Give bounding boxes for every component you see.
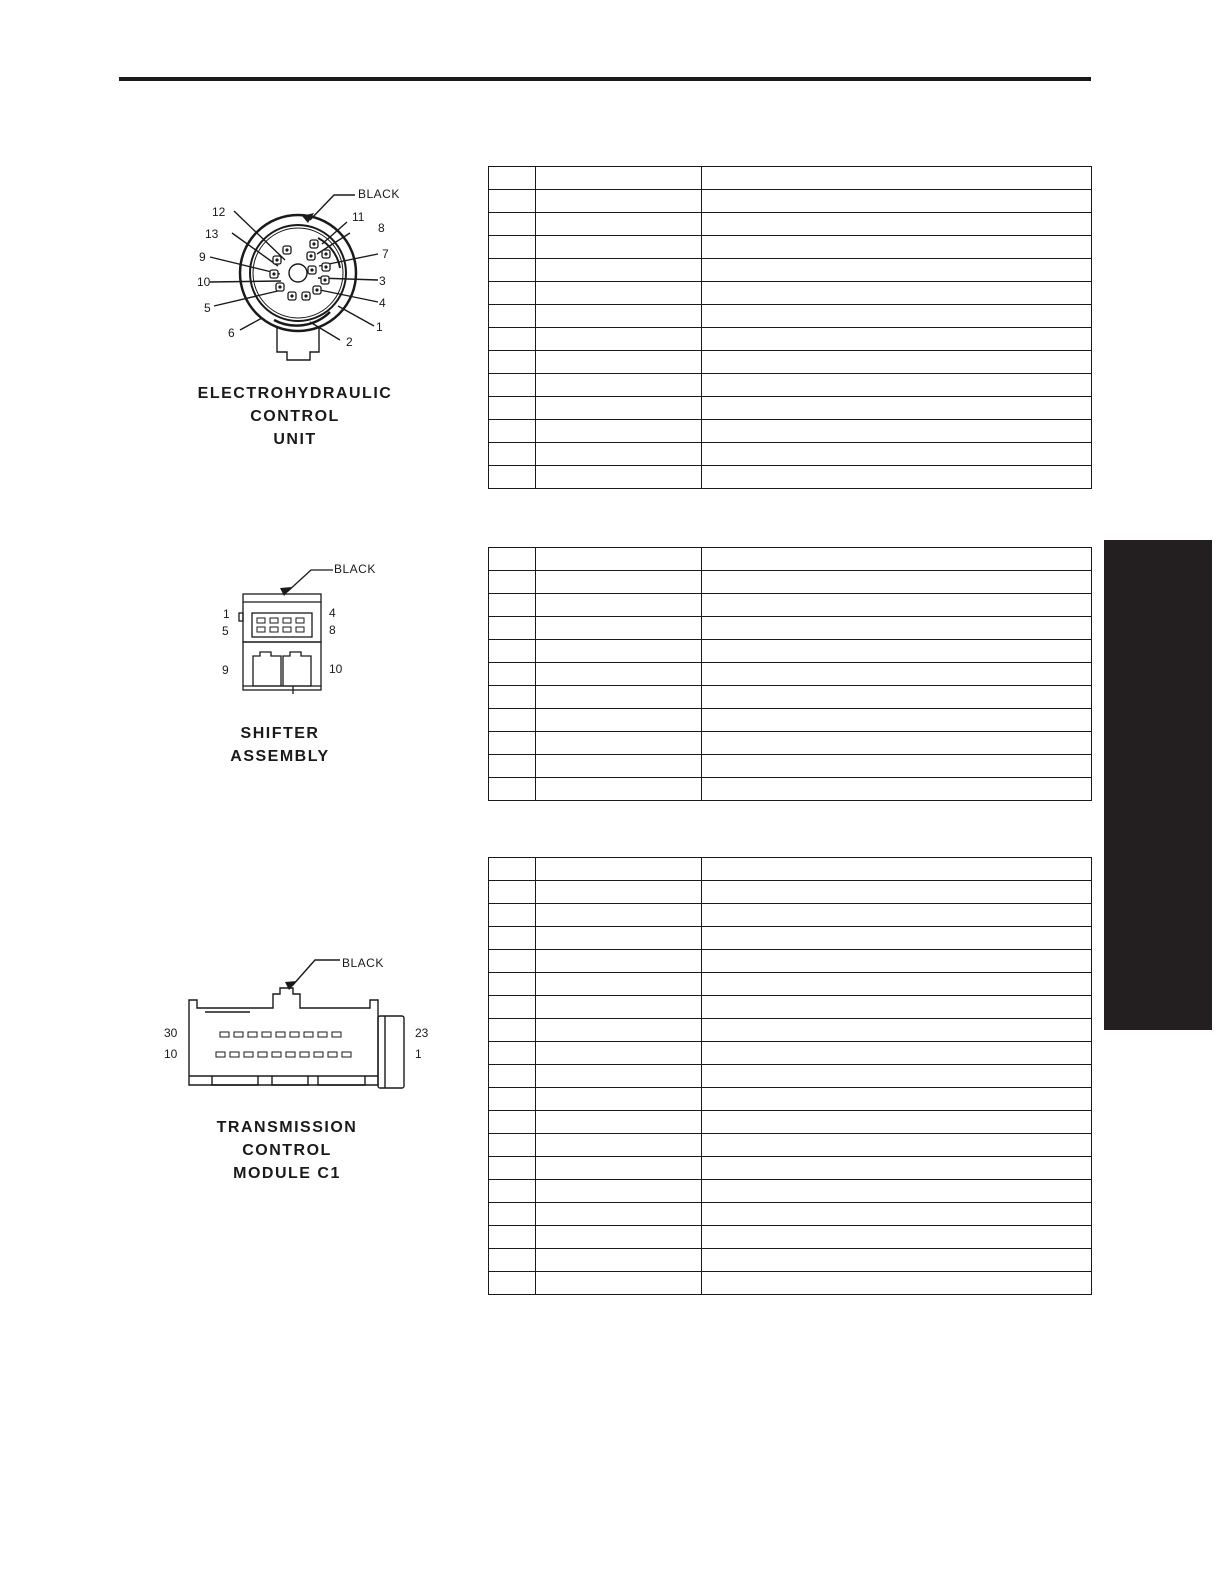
circuit-cell [536, 663, 702, 686]
function-cell [702, 950, 1092, 973]
cavity-cell [489, 548, 536, 571]
table-row [489, 466, 1092, 489]
circuit-cell [536, 1134, 702, 1157]
cavity-cell [489, 259, 536, 282]
function-cell [702, 1226, 1092, 1249]
shifter-connector-title: SHIFTER ASSEMBLY [230, 725, 330, 765]
cavity-cell [489, 1065, 536, 1088]
table-row [489, 443, 1092, 466]
table-row [489, 950, 1092, 973]
circuit-cell [536, 397, 702, 420]
cavity-cell [489, 397, 536, 420]
circuit-cell [536, 282, 702, 305]
cavity-cell [489, 1226, 536, 1249]
circuit-cell [536, 1157, 702, 1180]
cavity-cell [489, 1203, 536, 1226]
pin-label: 8 [329, 623, 336, 637]
pin-label: 10 [197, 275, 211, 289]
function-cell [702, 236, 1092, 259]
pin-label: 7 [382, 247, 389, 261]
cavity-cell [489, 973, 536, 996]
table-row [489, 351, 1092, 374]
cavity-cell [489, 881, 536, 904]
circuit-cell [536, 236, 702, 259]
pin-label: 11 [352, 210, 365, 224]
circuit-cell [536, 328, 702, 351]
circuit-cell [536, 686, 702, 709]
pin-label: 6 [228, 326, 235, 340]
table-row [489, 1180, 1092, 1203]
table-row [489, 973, 1092, 996]
function-cell [702, 328, 1092, 351]
table-row [489, 663, 1092, 686]
cavity-cell [489, 1042, 536, 1065]
shifter-pinout-table [488, 547, 1092, 801]
cavity-cell [489, 858, 536, 881]
cavity-cell [489, 663, 536, 686]
function-cell [702, 1065, 1092, 1088]
shifter-connector-drawing [215, 558, 385, 708]
cavity-cell [489, 1111, 536, 1134]
function-cell [702, 663, 1092, 686]
table-row [489, 328, 1092, 351]
cavity-cell [489, 282, 536, 305]
function-cell [702, 778, 1092, 801]
circuit-cell [536, 571, 702, 594]
pin-label: 23 [415, 1026, 429, 1040]
ecu-connector-diagram [190, 180, 420, 370]
circuit-cell [536, 927, 702, 950]
circuit-cell [536, 904, 702, 927]
table-row [489, 1272, 1092, 1295]
tcm-connector-title: TRANSMISSION CONTROL MODULE C1 [216, 1119, 358, 1182]
circuit-cell [536, 420, 702, 443]
function-cell [702, 617, 1092, 640]
cavity-cell [489, 351, 536, 374]
function-cell [702, 420, 1092, 443]
function-cell [702, 571, 1092, 594]
function-cell [702, 374, 1092, 397]
table-row [489, 305, 1092, 328]
cavity-cell [489, 420, 536, 443]
cavity-cell [489, 374, 536, 397]
function-cell [702, 548, 1092, 571]
pin-label: 5 [222, 624, 229, 638]
function-cell [702, 858, 1092, 881]
pin-label: 2 [346, 335, 353, 349]
circuit-cell [536, 858, 702, 881]
function-cell [702, 1272, 1092, 1295]
circuit-cell [536, 1180, 702, 1203]
table-row [489, 397, 1092, 420]
cavity-cell [489, 466, 536, 489]
cavity-cell [489, 904, 536, 927]
table-row [489, 881, 1092, 904]
cavity-cell [489, 617, 536, 640]
circuit-cell [536, 1226, 702, 1249]
shifter-color-callout: BLACK [334, 562, 376, 576]
circuit-cell [536, 950, 702, 973]
circuit-cell [536, 190, 702, 213]
circuit-cell [536, 305, 702, 328]
function-cell [702, 1019, 1092, 1042]
table-row [489, 927, 1092, 950]
circuit-cell [536, 213, 702, 236]
pin-label: 10 [329, 662, 343, 676]
table-header-row [489, 167, 1092, 190]
table-row [489, 236, 1092, 259]
function-cell [702, 167, 1092, 190]
function-cell [702, 1180, 1092, 1203]
function-cell [702, 1203, 1092, 1226]
table-row [489, 755, 1092, 778]
table-row [489, 640, 1092, 663]
pin-label: 1 [376, 320, 383, 334]
table-row [489, 594, 1092, 617]
function-cell [702, 1111, 1092, 1134]
cavity-cell [489, 1272, 536, 1295]
table-row [489, 1042, 1092, 1065]
function-cell [702, 259, 1092, 282]
circuit-cell [536, 640, 702, 663]
circuit-cell [536, 1111, 702, 1134]
pin-label: 1 [223, 607, 230, 621]
table-row [489, 1019, 1092, 1042]
pin-label: 8 [378, 221, 385, 235]
circuit-cell [536, 617, 702, 640]
table-row [489, 282, 1092, 305]
pin-label: 9 [222, 663, 229, 677]
function-cell [702, 351, 1092, 374]
cavity-cell [489, 213, 536, 236]
function-cell [702, 213, 1092, 236]
cavity-cell [489, 571, 536, 594]
pin-label: 4 [329, 606, 336, 620]
cavity-cell [489, 1180, 536, 1203]
function-cell [702, 904, 1092, 927]
table-row [489, 374, 1092, 397]
function-cell [702, 466, 1092, 489]
circuit-cell [536, 259, 702, 282]
circuit-cell [536, 755, 702, 778]
cavity-cell [489, 996, 536, 1019]
cavity-cell [489, 1088, 536, 1111]
function-cell [702, 1134, 1092, 1157]
tcm-pinout-table [488, 857, 1092, 1295]
table-row [489, 190, 1092, 213]
circuit-cell [536, 1065, 702, 1088]
function-cell [702, 282, 1092, 305]
circuit-cell [536, 996, 702, 1019]
table-row [489, 996, 1092, 1019]
cavity-cell [489, 594, 536, 617]
function-cell [702, 881, 1092, 904]
table-row [489, 617, 1092, 640]
cavity-cell [489, 927, 536, 950]
table-row [489, 732, 1092, 755]
circuit-cell [536, 594, 702, 617]
circuit-cell [536, 1249, 702, 1272]
circuit-cell [536, 374, 702, 397]
pin-label: 4 [379, 296, 386, 310]
cavity-cell [489, 236, 536, 259]
function-cell [702, 996, 1092, 1019]
pin-label: 1 [415, 1047, 422, 1061]
pin-label: 5 [204, 301, 211, 315]
function-cell [702, 732, 1092, 755]
circuit-cell [536, 548, 702, 571]
cavity-cell [489, 1249, 536, 1272]
pin-label: 12 [212, 205, 226, 219]
ecu-color-callout: BLACK [358, 187, 400, 201]
circuit-cell [536, 778, 702, 801]
table-row [489, 1157, 1092, 1180]
cavity-cell [489, 686, 536, 709]
table-header-row [489, 548, 1092, 571]
function-cell [702, 927, 1092, 950]
cavity-cell [489, 167, 536, 190]
function-cell [702, 190, 1092, 213]
pin-label: 10 [164, 1047, 178, 1061]
pin-label: 3 [379, 274, 386, 288]
circuit-cell [536, 1019, 702, 1042]
cavity-cell [489, 640, 536, 663]
top-rule [119, 77, 1091, 81]
circuit-cell [536, 1203, 702, 1226]
table-row [489, 1065, 1092, 1088]
function-cell [702, 443, 1092, 466]
function-cell [702, 686, 1092, 709]
function-cell [702, 1249, 1092, 1272]
table-row [489, 259, 1092, 282]
circuit-cell [536, 167, 702, 190]
cavity-cell [489, 950, 536, 973]
ecu-connector-title: ELECTROHYDRAULIC CONTROL UNIT [197, 385, 393, 448]
circuit-cell [536, 351, 702, 374]
table-header-row [489, 858, 1092, 881]
function-cell [702, 594, 1092, 617]
function-cell [702, 973, 1092, 996]
cavity-cell [489, 755, 536, 778]
table-row [489, 778, 1092, 801]
table-row [489, 686, 1092, 709]
cavity-cell [489, 1134, 536, 1157]
function-cell [702, 397, 1092, 420]
table-row [489, 1111, 1092, 1134]
pin-label: 9 [199, 250, 206, 264]
circuit-cell [536, 732, 702, 755]
function-cell [702, 1088, 1092, 1111]
function-cell [702, 755, 1092, 778]
cavity-cell [489, 443, 536, 466]
table-row [489, 904, 1092, 927]
circuit-cell [536, 466, 702, 489]
section-tab [1104, 540, 1212, 1030]
cavity-cell [489, 732, 536, 755]
table-row [489, 571, 1092, 594]
cavity-cell [489, 1019, 536, 1042]
pin-label: 13 [205, 227, 219, 241]
cavity-cell [489, 190, 536, 213]
cavity-cell [489, 778, 536, 801]
function-cell [702, 1042, 1092, 1065]
tcm-connector-drawing [160, 948, 440, 1098]
function-cell [702, 305, 1092, 328]
table-row [489, 1249, 1092, 1272]
function-cell [702, 709, 1092, 732]
table-row [489, 420, 1092, 443]
table-row [489, 213, 1092, 236]
circuit-cell [536, 709, 702, 732]
cavity-cell [489, 328, 536, 351]
circuit-cell [536, 1088, 702, 1111]
table-row [489, 1203, 1092, 1226]
ecu-pinout-table [488, 166, 1092, 489]
pin-label: 30 [164, 1026, 178, 1040]
circuit-cell [536, 1272, 702, 1295]
function-cell [702, 1157, 1092, 1180]
cavity-cell [489, 709, 536, 732]
circuit-cell [536, 973, 702, 996]
table-row [489, 709, 1092, 732]
table-row [489, 1226, 1092, 1249]
function-cell [702, 640, 1092, 663]
circuit-cell [536, 443, 702, 466]
shifter-connector-diagram [215, 558, 385, 708]
tcm-connector-diagram [160, 948, 440, 1098]
table-row [489, 1134, 1092, 1157]
cavity-cell [489, 1157, 536, 1180]
tcm-color-callout: BLACK [342, 956, 384, 970]
cavity-cell [489, 305, 536, 328]
table-row [489, 1088, 1092, 1111]
circuit-cell [536, 881, 702, 904]
circuit-cell [536, 1042, 702, 1065]
